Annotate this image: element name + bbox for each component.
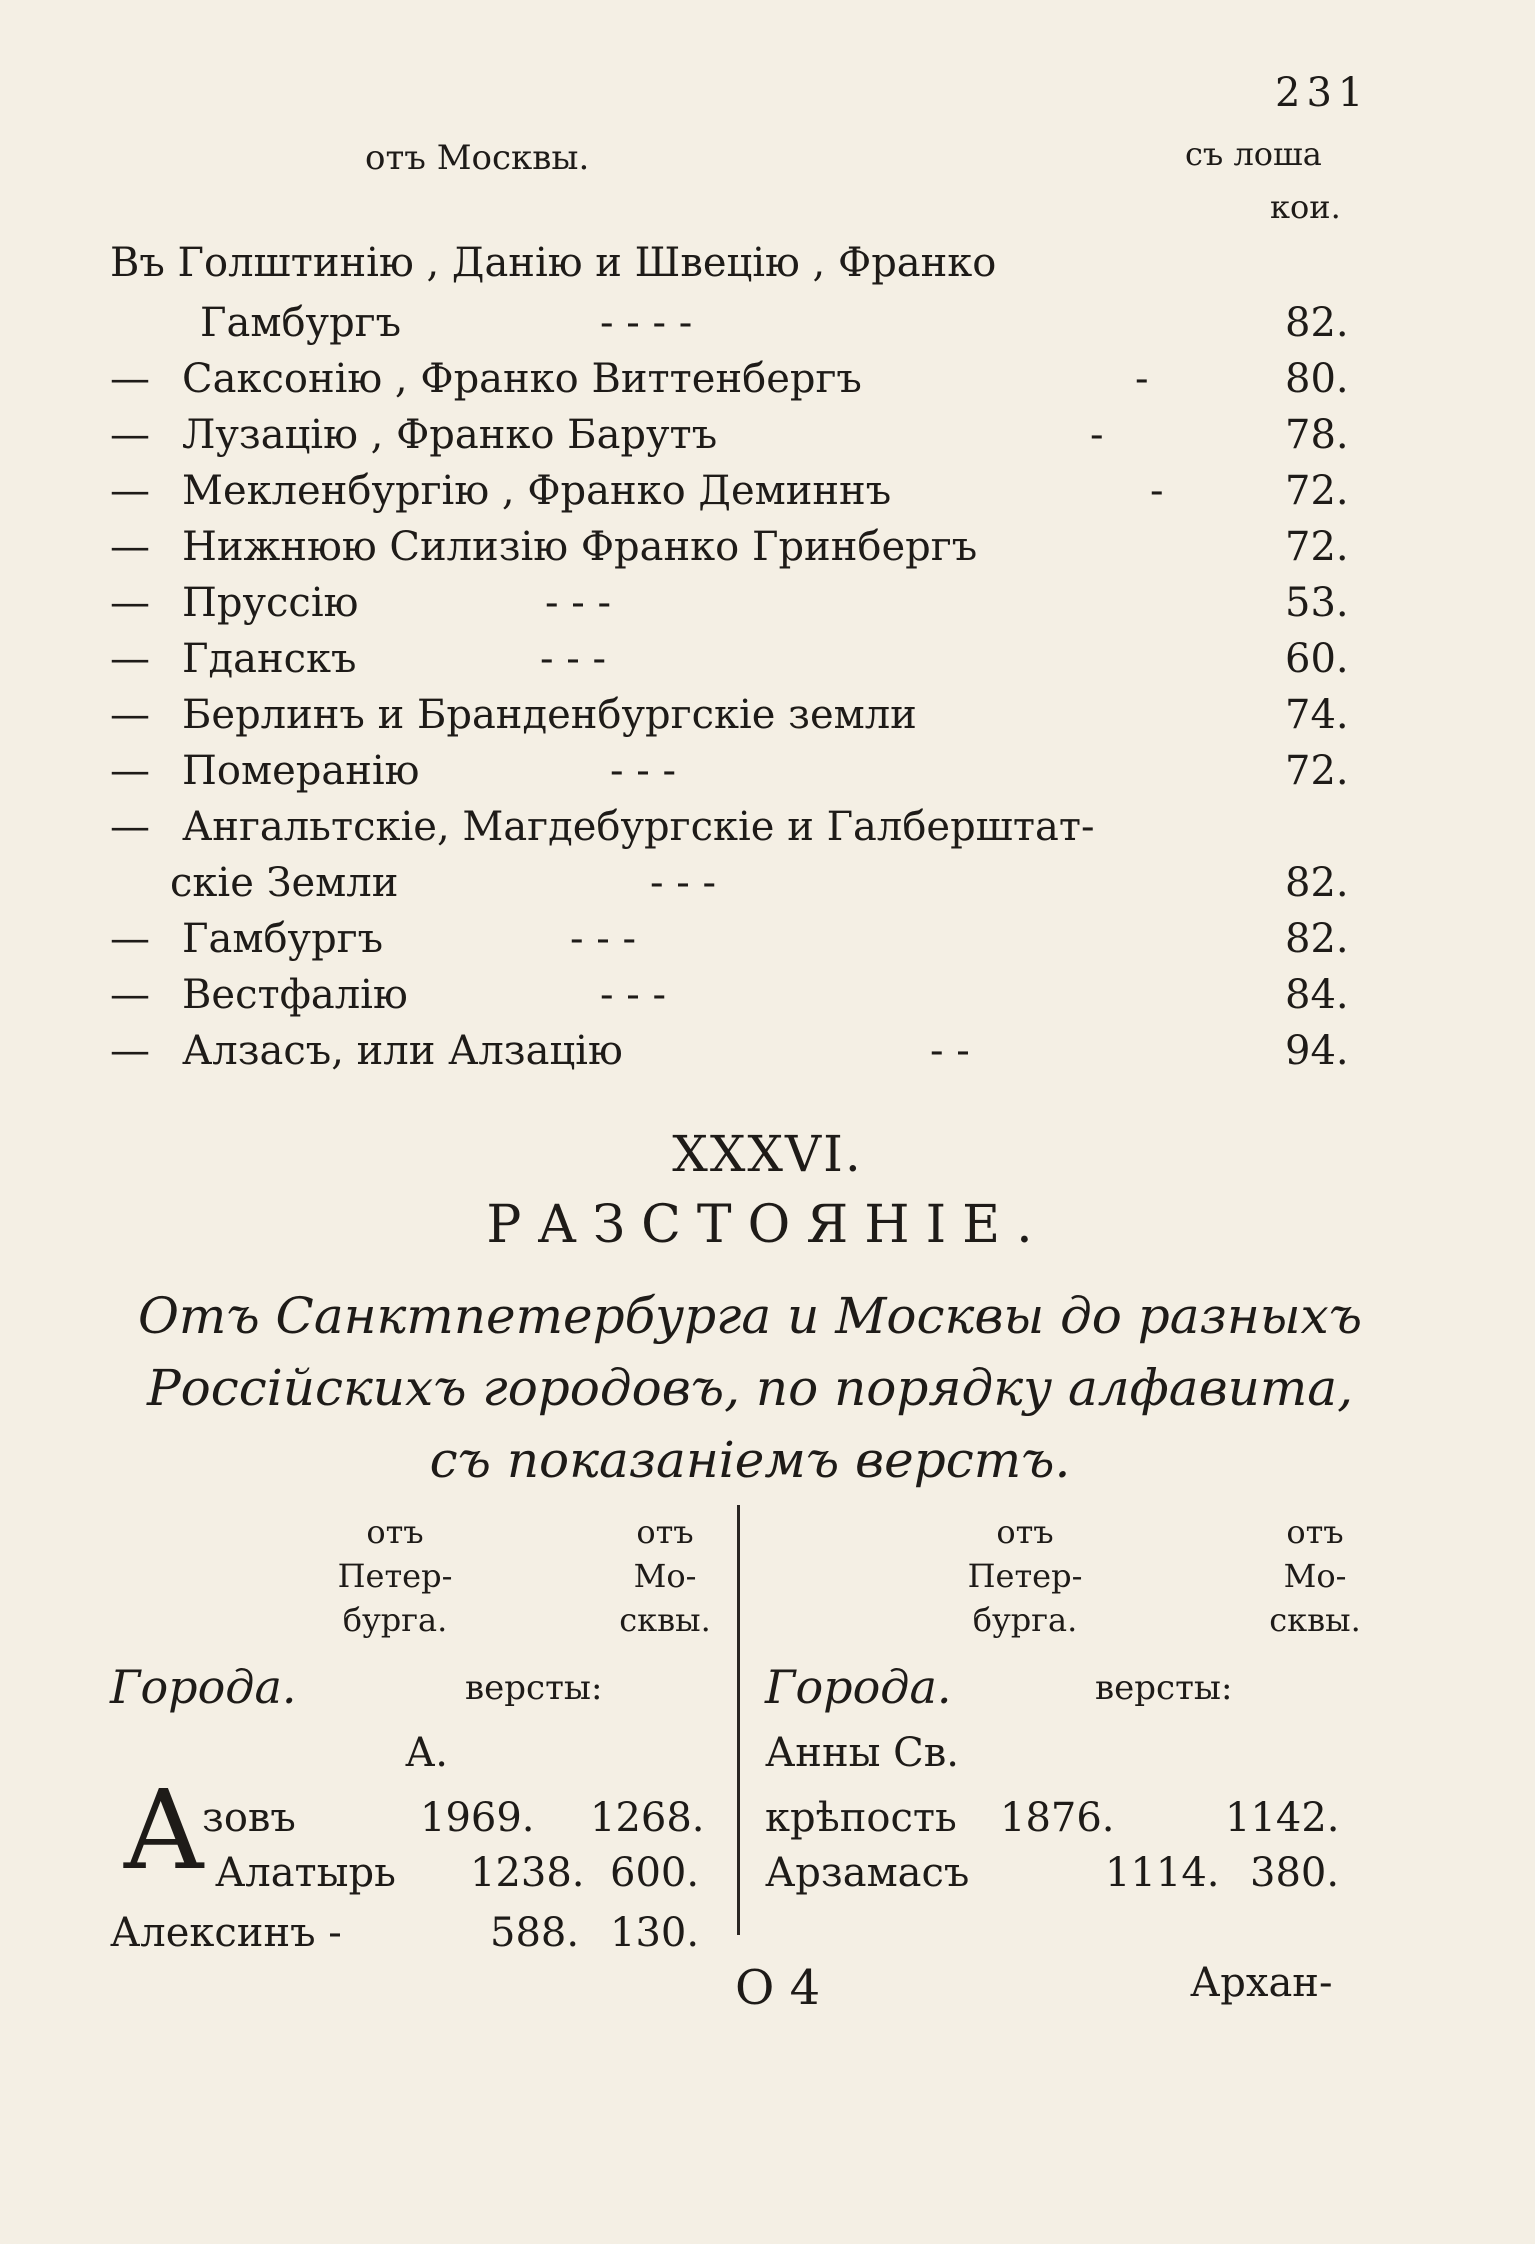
route-place: Гамбургъ <box>182 916 384 962</box>
col-head-peter-line: Петер- <box>967 1557 1083 1595</box>
cities-label-right: Города. <box>765 1660 952 1714</box>
route-dash: — <box>110 412 150 458</box>
route-dash: — <box>110 580 150 626</box>
route-leader: - <box>1090 412 1104 458</box>
col-head-from: отъ <box>1286 1513 1344 1551</box>
route-row <box>0 412 1535 468</box>
col-head-peter-line: Петер- <box>337 1557 453 1595</box>
letter-heading: А. <box>405 1730 449 1776</box>
route-distance: 80. <box>1285 356 1349 402</box>
cities-label: Города. <box>110 1660 297 1714</box>
section-number: XXXVI. <box>672 1125 863 1183</box>
route-row <box>0 804 1535 860</box>
route-distance: 82. <box>1285 300 1349 346</box>
route-leader: - - - <box>545 580 611 626</box>
city-dist-peter: 1969. <box>420 1795 535 1841</box>
col-head-burga-line: бурга. <box>972 1601 1078 1639</box>
col-head-burga-line: бурга. <box>342 1601 448 1639</box>
route-row <box>0 580 1535 636</box>
route-distance: 84. <box>1285 972 1349 1018</box>
section-subtitle: Отъ Санктпетербурга и Москвы до разныхъ Россійскихъ городовъ, по порядку алфавита, съ показаніемъ верстъ. <box>137 1287 1363 1489</box>
route-leader: - <box>1150 468 1164 514</box>
route-row <box>0 1028 1535 1084</box>
route-dash: — <box>110 1028 150 1074</box>
route-dash: — <box>110 972 150 1018</box>
route-place: Вестфалію <box>182 972 408 1018</box>
city-dist-peter: 588. <box>490 1910 580 1956</box>
route-row <box>0 748 1535 804</box>
route-place: Алзасъ, или Алзацію <box>182 1028 623 1074</box>
col-head-from: отъ <box>366 1513 424 1551</box>
city-dist-moskva: 1142. <box>1225 1795 1340 1841</box>
route-row <box>0 468 1535 524</box>
column-divider <box>737 1505 740 1935</box>
running-head-right-cont: кои. <box>1270 188 1341 226</box>
city-name: Алатырь <box>215 1850 396 1896</box>
city-dist-peter: 1876. <box>1000 1795 1115 1841</box>
col-head-mo-line: Мо- <box>633 1557 697 1595</box>
route-distance: 82. <box>1285 916 1349 962</box>
city-dist-peter: 1114. <box>1105 1850 1220 1896</box>
route-leader: - - - - <box>600 300 693 346</box>
col-head-peter <box>320 1510 470 1642</box>
route-row <box>0 972 1535 1028</box>
route-place: Гданскъ <box>182 636 357 682</box>
running-head-right: съ лоша <box>1185 135 1322 173</box>
route-leader: - - - <box>540 636 606 682</box>
route-distance: 78. <box>1285 412 1349 458</box>
versty-label-right: версты: <box>1095 1668 1233 1708</box>
signature-mark: О 4 <box>735 1960 821 2016</box>
route-place: Ангальтскіе, Магдебургскіе и Галберштат- <box>182 804 1095 850</box>
col-head-from: отъ <box>996 1513 1054 1551</box>
route-distance: 72. <box>1285 748 1349 794</box>
route-dash: — <box>110 468 150 514</box>
route-place: Берлинъ и Бранденбургскіе земли <box>182 692 917 738</box>
catchword: Архан- <box>1190 1960 1333 2006</box>
route-leader: - <box>1135 356 1149 402</box>
route-place: Мекленбургію , Франко Деминнъ <box>182 468 892 514</box>
route-dash: — <box>110 804 150 850</box>
route-dash: — <box>110 748 150 794</box>
route-distance: 72. <box>1285 468 1349 514</box>
col-head-from: отъ <box>636 1513 694 1551</box>
city-name: Алексинъ - <box>110 1910 342 1956</box>
route-dash: — <box>110 356 150 402</box>
route-row <box>0 356 1535 412</box>
drop-initial: А <box>122 1766 206 1894</box>
city-name: крѣпость <box>765 1795 957 1841</box>
route-place: Лузацію , Франко Барутъ <box>182 412 718 458</box>
route-distance: 82. <box>1285 860 1349 906</box>
versty-label: версты: <box>465 1668 603 1708</box>
route-place: Нижнюю Силизію Франко Гринбергъ <box>182 524 978 570</box>
route-intro-line1: Въ Голштинію , Данію и Швецію , Франко <box>110 240 997 286</box>
city-dist-moskva: 380. <box>1250 1850 1340 1896</box>
running-head-left: отъ Москвы. <box>365 138 590 178</box>
route-leader: - - - <box>610 748 676 794</box>
route-place: Померанію <box>182 748 420 794</box>
page-number: 231 <box>1275 70 1370 116</box>
col-head-mo-line: Мо- <box>1283 1557 1347 1595</box>
route-place: Саксонію , Франко Виттенбергъ <box>182 356 862 402</box>
city-dist-moskva: 1268. <box>590 1795 705 1841</box>
route-row-cont <box>0 860 1535 916</box>
route-leader: - - - <box>600 972 666 1018</box>
route-dash: — <box>110 524 150 570</box>
col-head-skvy-line: сквы. <box>619 1601 711 1639</box>
city-dist-moskva: 600. <box>610 1850 700 1896</box>
route-place: скіе Земли <box>170 860 399 906</box>
route-dash: — <box>110 636 150 682</box>
route-row <box>0 636 1535 692</box>
route-row <box>0 916 1535 972</box>
route-distance: 53. <box>1285 580 1349 626</box>
city-dist-moskva: 130. <box>610 1910 700 1956</box>
route-distance: 94. <box>1285 1028 1349 1074</box>
city-dist-peter: 1238. <box>470 1850 585 1896</box>
col-head-moskva <box>600 1510 730 1642</box>
city-name: Арзамасъ <box>765 1850 970 1896</box>
col-head-peter-right <box>950 1510 1100 1642</box>
route-distance: 74. <box>1285 692 1349 738</box>
route-distance: 72. <box>1285 524 1349 570</box>
route-place: Гамбургъ <box>200 300 402 346</box>
route-intro-line2 <box>0 300 1535 356</box>
city-name: зовъ <box>202 1795 296 1841</box>
route-distance: 60. <box>1285 636 1349 682</box>
col-head-moskva-right <box>1250 1510 1380 1642</box>
section-title: РАЗСТОЯНІЕ. <box>486 1195 1049 1255</box>
route-dash: — <box>110 692 150 738</box>
route-leader: - - - <box>570 916 636 962</box>
route-leader: - - <box>930 1028 970 1074</box>
route-dash: — <box>110 916 150 962</box>
city-name: Анны Св. <box>765 1730 960 1776</box>
col-head-skvy-line: сквы. <box>1269 1601 1361 1639</box>
route-row <box>0 692 1535 748</box>
route-place: Пруссію <box>182 580 359 626</box>
route-row <box>0 524 1535 580</box>
route-leader: - - - <box>650 860 716 906</box>
